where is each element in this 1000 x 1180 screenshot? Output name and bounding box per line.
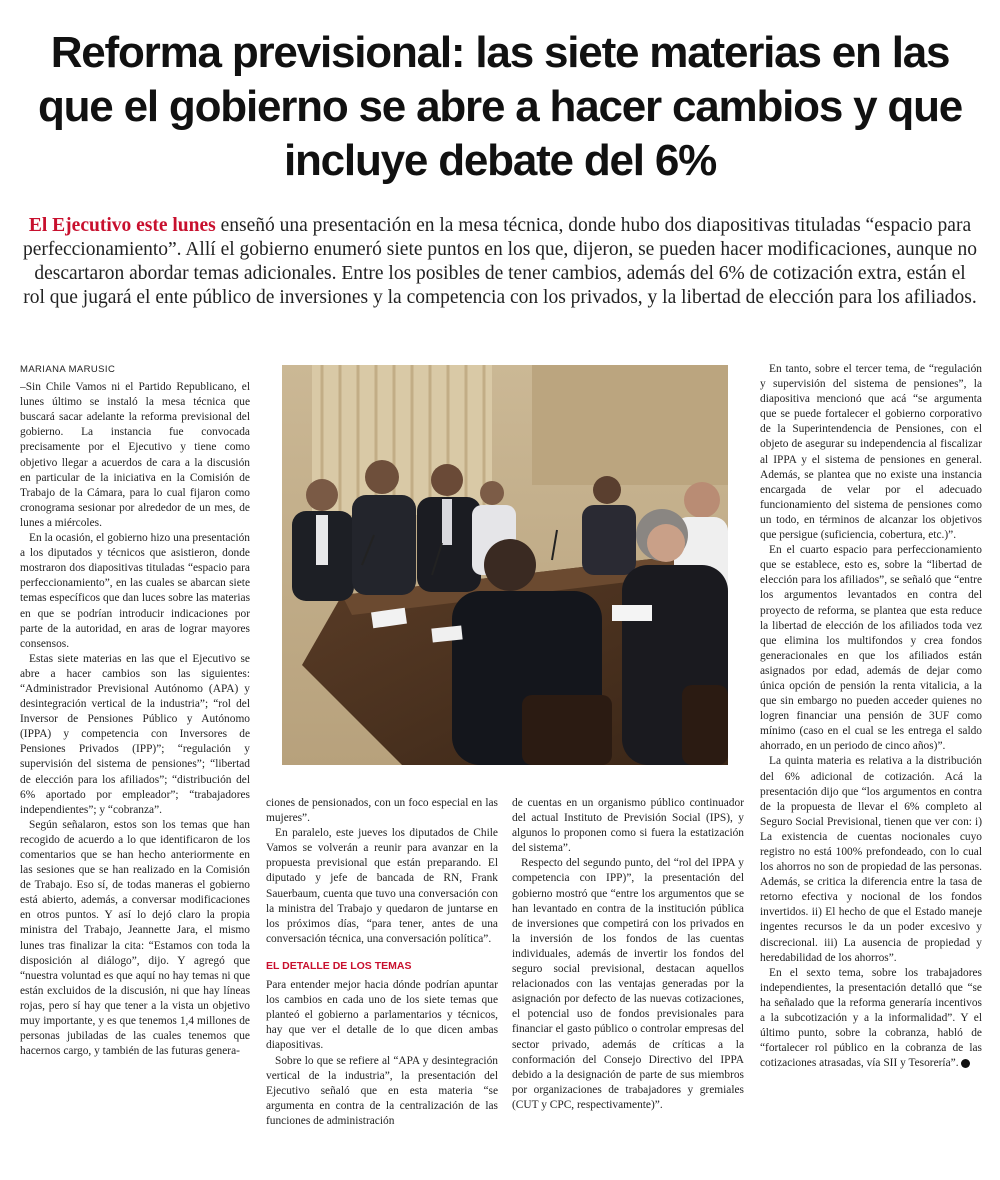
column-1 — [20, 362, 250, 1172]
col2-paragraph: Sobre lo que se refiere al “APA y desintegración vertical de la industria”, la presentación del Ejecutivo señaló que en esta materia “se argumenta en contra de la centralización de las funciones de administración — [266, 1054, 498, 1127]
headline: Reforma previsional: las siete materias en las que el gobierno se abre a hacer cambios y que incluye debate del 6% — [37, 28, 963, 185]
col4-paragraph — [760, 966, 982, 1072]
col3-paragraph: Respecto del segundo punto, del “rol del IPPA y competencia con IPP)”, la presentación del gobierno mostró que “entre los argumentos que se han levantado en contra de la institución pública de inversiones que competirá con los privados en la inversión de los fondos de las cuentas individuales, además de invertir los fondos del seguro social previsional, destacan aquellos relacionados con las ventajas generadas por la asignación por defecto de las nuevas cotizaciones, el potencial uso de fondos previsionales para financiar el gasto público o controlar empresas del sector privado, además de críticas a la conformación del Consejo Directivo del IPPA debido a la designación de parte de sus miembros por organizaciones de trabajadores y gremiales (CUT y CPC, respectivamente)”. — [512, 857, 744, 1111]
byline: MARIANA MARUSIC — [20, 364, 116, 375]
col2-paragraph: ciones de pensionados, con un foco especial en las mujeres”. — [266, 797, 498, 825]
column-3 — [512, 796, 744, 1172]
col4-paragraph: En el cuarto espacio para perfeccionamiento que se establece, esto es, sobre la “libertad de elección para los afiliados”, se señaló que “entre los argumentos levantados en contra del proyecto de reforma, se plantea que esta reduce la libertad de elección de los afiliados toda vez que elimina los multifondos y crea fondos generacionales en que los afiliados están asignados por edad, además de dejar como única opción de pensión la renta vitalicia, a la que sin embargo no pueden acceder quienes no logren financiar una pensión de 3UF como mínimo (caso en el cual se les entrega el saldo ahorrado, en un periodo de cinco años)”. — [760, 544, 982, 753]
column-2 — [266, 796, 498, 1172]
col2-paragraph: Para entender mejor hacia dónde podrían apuntar los cambios en cada uno de los siete temas que planteó el gobierno a parlamentarios y técnicos, hay que ver el detalle de lo que dicen ambas diapositivas. — [266, 979, 498, 1052]
lede-lead-in: El Ejecutivo este lunes — [28, 215, 216, 236]
section-subhead: EL DETALLE DE LOS TEMAS — [266, 959, 412, 972]
col1-paragraph: Estas siete materias en las que el Ejecutivo se abre a hacer cambios son las siguientes: “Administrador Previsional Autónomo (APA) y desintegración vertical de la industria”; “rol del Inversor de Pensiones Público y Autónomo (IPPA) y competencia con Inversores de Pensiones Privados (IPP)”; “regulación y supervisión del sistema de pensiones”; “libertad de elección para los afiliados”; “distribución del 6% aportado por empleador”; “trabajadores independientes”; y “cobranza”. — [20, 652, 250, 816]
lede — [22, 214, 978, 310]
col3-paragraph: de cuentas en un organismo público continuador del actual Instituto de Previsión Social (IPS), y algunos lo proponen como si fuera la estatización del sistema”. — [512, 797, 744, 855]
col1-paragraph: –Sin Chile Vamos ni el Partido Republicano, el lunes último se instaló la mesa técnica que buscará sacar adelante la reforma previsional del gobierno. La instancia fue convocada precisamente por el Ejecutivo y tiene como objetivo llegar a acuerdos de cara a la discusión en particular de la iniciativa en la Comisión de Trabajo de la Cámara, para lo cual fijaron como cronograma sesionar por alrededor de un mes, de lunes a miércoles. — [20, 381, 250, 529]
col1-paragraph: Según señalaron, estos son los temas que han recogido de acuerdo a lo que identificaron de los comentarios que se han hecho anteriormente en las sesiones que se han realizado en la Comisión de Trabajo. Eso sí, de todas maneras el gobierno está abierto, además, a conversar modificaciones en otros puntos. Y así lo dejó claro la propia ministra del Trabajo, Jeannette Jara, el mismo lunes tras finalizar la cita: “Estamos con toda la disposición al diálogo”, dijo. Y agregó que “nuestra voluntad es que aquí no hay temas ni que están excluidos de la discusión, ni que hay líneas rojas, pero sí hay que tener a la vista un objetivo muy importante, y es que tenemos 1,4 millones de personas jubiladas de las cuales tenemos que hacernos cargo, y también de las futuras genera- — [20, 818, 250, 1058]
col4-last-paragraph-text: En el sexto tema, sobre los trabajadores independientes, la presentación detalló que “se ha señalado que la reforma generaría incentivos a la subcotización y a la informalidad”. Y el último punto, sobre la cobranza, habló de “fortalecer rol público en la cobranza de las cotizaciones atrasadas, vía SII y Tesorería”. — [760, 966, 982, 1070]
meeting-photo-illustration — [282, 365, 728, 765]
end-mark-icon: P — [961, 1059, 970, 1068]
lede-text: enseñó una presentación en la mesa técnica, donde hubo dos diapositivas tituladas “espacio para perfeccionamiento”. Allí el gobierno enumeró siete puntos en los que, dijeron, se pueden hacer modificaciones, aunque no descartaron abordar temas adicionales. Entre los posibles de tener cambios, además del 6% de cotización extra, están el rol que jugará el ente público de inversiones y la competencia con los privados, y la libertad de elección para los afiliados. — [22, 215, 978, 308]
news-photo — [282, 365, 728, 765]
col1-paragraph: En la ocasión, el gobierno hizo una presentación a los diputados y técnicos que asistieron, donde mostraron dos diapositivas tituladas “espacio para perfeccionamiento”, en las cuales se abarcan siete temas específicos que dan luces sobre las materias en que se podrían introducir indicaciones por parte de la autoridad, en aras de lograr mayores consensos. — [20, 532, 250, 650]
col2-paragraph: En paralelo, este jueves los diputados de Chile Vamos se volverán a reunir para avanzar en la propuesta previsional que están preparando. El diputado y jefe de bancada de RN, Frank Sauerbaum, cuenta que tuvo una conversación con la ministra del Trabajo y quedaron de juntarse en los próximos días, “para tener, antes de una conversación técnica, una conversación política”. — [266, 827, 498, 945]
col4-paragraph: La quinta materia es relativa a la distribución del 6% adicional de cotización. Acá la presentación dijo que “los argumentos en contra de la propuesta de llevar el 6% completo al Seguro Social Previsional, tienen que ver con: i) La existencia de cuentas nocionales cuyo registro no está 100% prefondeado, con lo cual los ahorros no son de propiedad de las personas. Además, se critica la diferencia entre la tasa de retorno efectiva y nocional de los fondos invertidos. ii) El hecho de que el Estado maneje ingentes recursos le da un poder excesivo y discrecional. iii) La ausencia de propiedad y heredabilidad de los ahorros”. — [760, 755, 982, 964]
col4-paragraph: En tanto, sobre el tercer tema, de “regulación y supervisión del sistema de pensiones”, la diapositiva mencionó que acá “se argumenta que se puede fortalecer el gobierno corporativo de la Superintendencia de Pensiones, con el objeto de asegurar su independencia al fiscalizar al IPPA y el sistema de pensiones en general. Además, se plantea que no existe una instancia encargada de velar por el adecuado funcionamiento del sistema de pensiones como un todo, en términos de alcanzar los objetivos que persigue (suficiencia, cobertura, etc.)”. — [760, 363, 982, 542]
column-4 — [760, 362, 982, 1172]
